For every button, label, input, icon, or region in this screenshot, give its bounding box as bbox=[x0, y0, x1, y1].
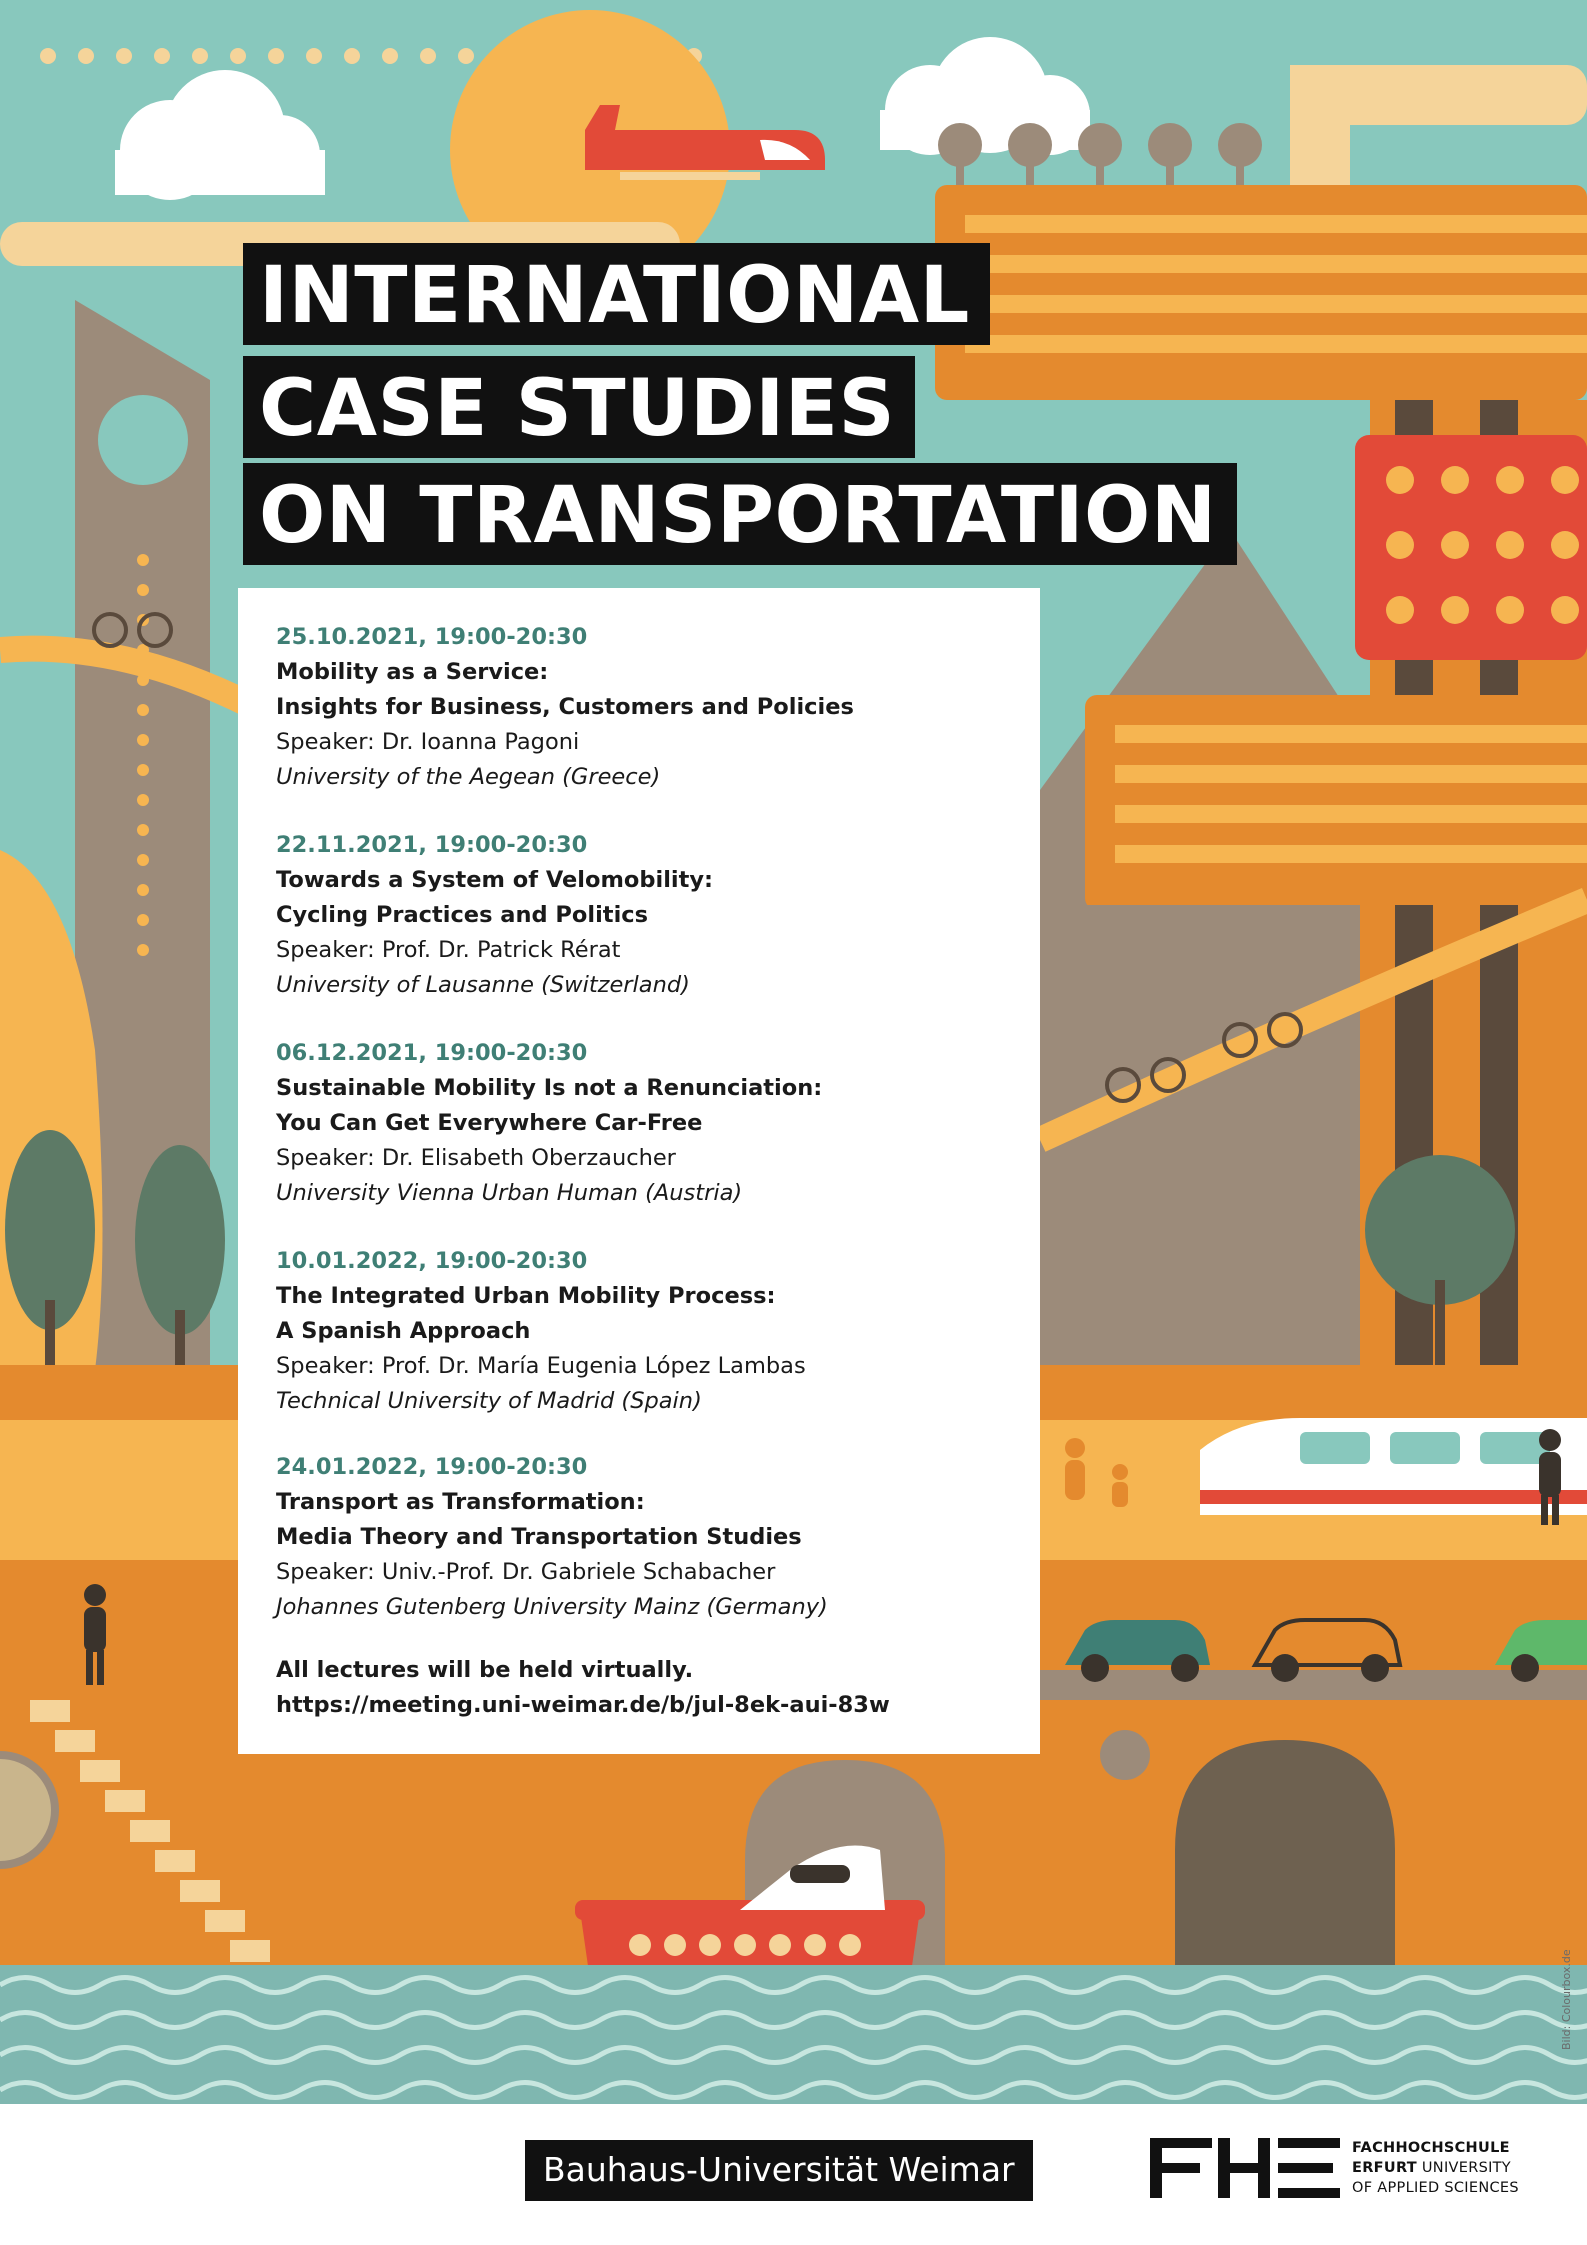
fhe-line-2-bold: ERFURT bbox=[1352, 2160, 1417, 2176]
lecture-university: University of Lausanne (Switzerland) bbox=[276, 972, 690, 998]
closing-note bbox=[276, 1653, 890, 1723]
lecture-title: Towards a System of Velomobility: bbox=[276, 867, 714, 893]
lecture-subtitle: Media Theory and Transportation Studies bbox=[276, 1524, 802, 1550]
lecture-subtitle: A Spanish Approach bbox=[276, 1318, 531, 1344]
lecture-university: University Vienna Urban Human (Austria) bbox=[276, 1180, 743, 1206]
lecture-date: 06.12.2021, 19:00-20:30 bbox=[276, 1040, 588, 1066]
lecture-item bbox=[276, 1036, 1016, 1211]
footer bbox=[0, 2104, 1587, 2245]
lecture-subtitle: You Can Get Everywhere Car-Free bbox=[276, 1110, 703, 1136]
fhe-line-2-rest: UNIVERSITY bbox=[1416, 2160, 1511, 2176]
title-line-1: INTERNATIONAL bbox=[243, 243, 990, 345]
meeting-link[interactable]: https://meeting.uni-weimar.de/b/jul-8ek-aui-83w bbox=[276, 1692, 890, 1718]
lecture-speaker: Speaker: Univ.-Prof. Dr. Gabriele Schabacher bbox=[276, 1559, 776, 1585]
lecture-item bbox=[276, 828, 1016, 1003]
lecture-date: 25.10.2021, 19:00-20:30 bbox=[276, 624, 588, 650]
lecture-item bbox=[276, 1244, 1016, 1419]
lecture-title: Sustainable Mobility Is not a Renunciation: bbox=[276, 1075, 823, 1101]
lecture-subtitle: Insights for Business, Customers and Policies bbox=[276, 694, 854, 720]
lecture-subtitle: Cycling Practices and Politics bbox=[276, 902, 649, 928]
fhe-line-1: FACHHOCHSCHULE bbox=[1352, 2140, 1510, 2156]
lecture-list-panel bbox=[238, 588, 1040, 1754]
fhe-wordmark bbox=[1352, 2138, 1519, 2198]
title-line-3: ON TRANSPORTATION bbox=[243, 463, 1237, 565]
image-credit: Bild: Colourbox.de bbox=[1560, 1949, 1573, 2050]
bauhaus-logo: Bauhaus-Universität Weimar bbox=[525, 2140, 1033, 2201]
virtual-note: All lectures will be held virtually. bbox=[276, 1657, 694, 1683]
lecture-speaker: Speaker: Dr. Ioanna Pagoni bbox=[276, 729, 580, 755]
lecture-title: The Integrated Urban Mobility Process: bbox=[276, 1283, 776, 1309]
lecture-speaker: Speaker: Prof. Dr. Patrick Rérat bbox=[276, 937, 621, 963]
lecture-university: Technical University of Madrid (Spain) bbox=[276, 1388, 702, 1414]
title-line-2: CASE STUDIES bbox=[243, 356, 915, 458]
lecture-date: 24.01.2022, 19:00-20:30 bbox=[276, 1454, 588, 1480]
lecture-university: University of the Aegean (Greece) bbox=[276, 764, 661, 790]
lecture-item bbox=[276, 1450, 1016, 1625]
fhe-logo-icon bbox=[1150, 2138, 1340, 2198]
lecture-university: Johannes Gutenberg University Mainz (Germany) bbox=[276, 1594, 828, 1620]
lecture-item bbox=[276, 620, 1016, 795]
fhe-line-2 bbox=[1352, 2158, 1519, 2178]
lecture-speaker: Speaker: Dr. Elisabeth Oberzaucher bbox=[276, 1145, 676, 1171]
train-icon bbox=[1200, 1418, 1587, 1515]
lecture-title: Transport as Transformation: bbox=[276, 1489, 645, 1515]
lecture-date: 22.11.2021, 19:00-20:30 bbox=[276, 832, 588, 858]
lecture-speaker: Speaker: Prof. Dr. María Eugenia López Lambas bbox=[276, 1353, 806, 1379]
lecture-date: 10.01.2022, 19:00-20:30 bbox=[276, 1248, 588, 1274]
fhe-line-3: OF APPLIED SCIENCES bbox=[1352, 2180, 1519, 2196]
lecture-title: Mobility as a Service: bbox=[276, 659, 549, 685]
